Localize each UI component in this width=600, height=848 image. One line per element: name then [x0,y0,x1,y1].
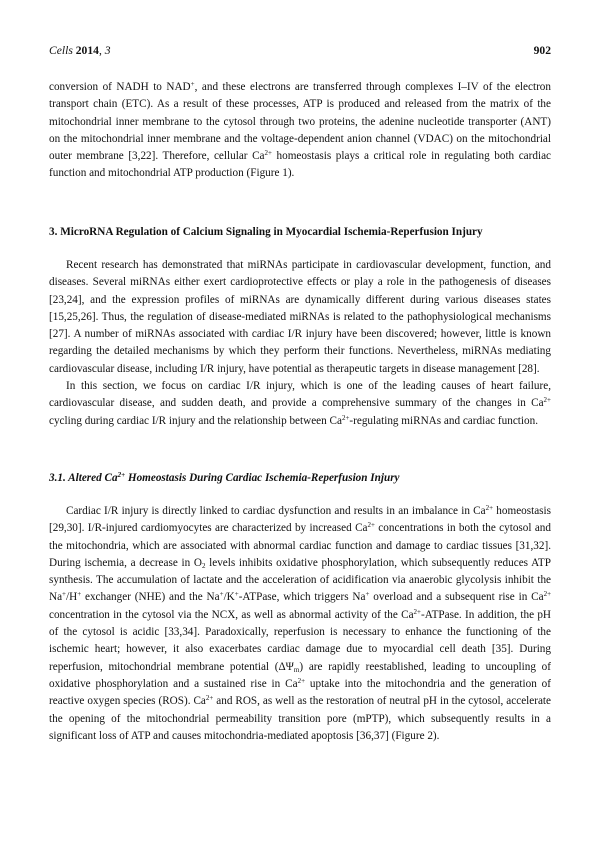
superscript: 2+ [367,521,375,530]
section-3-heading-block [49,224,551,241]
text-run: /K [223,591,235,604]
running-header [49,44,551,58]
superscript: 2+ [341,413,350,422]
text-run: cycling during cardiac I/R injury and the relationship between Ca [49,414,342,427]
text-run: -ATPase, which triggers Na [238,591,366,604]
journal-year: 2014 [75,44,99,57]
page-number: 902 [533,44,551,57]
text-run: levels inhibits oxidative phosphorylation, which subsequently reduces ATP synthesis. The accumulation of lactate and the acceleration of acidification via anaerobic glycolysis inhibit the Na [49,556,551,604]
text-run: Homeostasis During Cardiac Ischemia-Reperfusion Injury [125,472,400,484]
superscript: 2+ [543,590,552,599]
superscript: 2+ [543,396,551,405]
superscript: + [77,590,82,599]
text-run: -regulating miRNAs and cardiac function. [349,414,538,427]
text-run: Cardiac I/R injury is directly linked to cardiac dysfunction and results in an imbalance in Ca [66,505,486,517]
superscript: + [365,590,370,599]
section-heading: 3. MicroRNA Regulation of Calcium Signaling in Myocardial Ischemia-Reperfusion Injury [49,226,483,238]
superscript: 2+ [117,471,126,479]
superscript: + [190,80,195,88]
section-3-body [49,257,551,430]
text-run: , and these electrons are transferred through complexes I–IV of the electron transport chain (ETC). As a result of these processes, ATP is produced and released from the matrix of the mitochondrial inner membrane to the cytosol through two proteins, the adenine nucleotide transporter (ANT) on the mitochondrial inner membrane and the voltage-dependent anion channel (VDAC) on the mitochondrial outer membrane [3,22]. Therefore, cellular Ca [49,81,551,163]
text-run: ) are rapidly reestablished, leading to uncoupling of oxidative phosphorylation and a sustained rise in Ca [49,660,551,690]
text-run: -ATPase. In addition, the pH of the cytosol is acidic [33,34]. Paradoxically, reperfusion is necessary to enhance the functioning of the ischemic heart; however, it also exacerbates cardiac damage due to myocardial cell death [35]. During reperfusion, mitochondrial membrane potential (ΔΨ [49,608,551,673]
subsection-3-1-body [49,503,551,745]
journal-name: Cells [49,44,73,57]
superscript: + [234,590,239,599]
section-3-paragraph-1: Recent research has demonstrated that miRNAs participate in cardiovascular development, function, and diseases. Several miRNAs either exert cardioprotective effects or play a role in the pathogenesis of diseases [23,24], and the expression profiles of miRNAs are dynamically different during various diseases states [15,25,26]. Thus, the regulation of disease-mediated miRNAs is related to the pathophysiological mechanisms [27]. A number of miRNAs associated with cardiac I/R injury have been discovered; however, little is known regarding the detailed mechanisms by which they perform their functions. Nevertheless, miRNAs mediating cardiovascular disease, including I/R injury, have potential as therapeutic targets in disease management [28]. [49,259,551,375]
subscript: m [293,665,300,674]
text-run: and ROS, as well as the restoration of neutral pH in the cytosol, accelerate the opening of the mitochondrial permeability transition pore (mPTP), which subsequently results in a significant loss of ATP and causes mitochondria-mediated apoptosis [36,37] (Figure 2). [49,695,551,742]
text-run: In this section, we focus on cardiac I/R injury, which is one of the leading causes of heart failure, cardiovascular disease, and sudden death, and provide a comprehensive summary of the changes in Ca [49,380,551,410]
text-run: exchanger (NHE) and the Na [81,591,220,604]
text-run: conversion of NADH to NAD [49,81,191,93]
text-run: concentration in the cytosol via the NCX, as well as abnormal activity of the Ca [49,608,414,621]
superscript: 2+ [264,149,272,158]
carryover-paragraph-block [49,79,551,183]
superscript: 2+ [205,694,214,703]
subscript: 2 [201,561,206,570]
text-run: 3.1. Altered Ca [49,472,118,484]
subsection-3-1-heading-block [49,470,551,487]
subsection-paragraph [49,503,551,745]
text-run: homeostasis [29,30]. I/R-injured cardiomyocytes are characterized by increased Ca [49,505,551,535]
carryover-paragraph [49,79,551,183]
superscript: + [62,590,66,599]
section-3-paragraph-2 [49,378,551,430]
subsection-heading [49,470,551,487]
superscript: 2+ [413,607,421,616]
superscript: 2+ [485,504,494,512]
text-run: overload and a subsequent rise in Ca [369,591,544,604]
superscript: + [219,590,224,599]
text-run: homeostasis plays a critical role in regulating both cardiac function and mitochondrial ATP production (Figure 1). [49,150,551,180]
journal-volume: 3 [104,44,111,57]
text-run: concentrations in both the cytosol and the mitochondria, which are associated with abnormal cardiac function and damage to cardiac tissues [31,32]. During ischemia, a decrease in O [49,522,551,569]
journal-citation: Cells 2014, 3 [49,44,111,57]
text-run: /H [66,591,78,604]
superscript: 2+ [297,676,306,685]
text-run: uptake into the mitochondria and the generation of reactive oxygen species (ROS). Ca [49,677,551,708]
